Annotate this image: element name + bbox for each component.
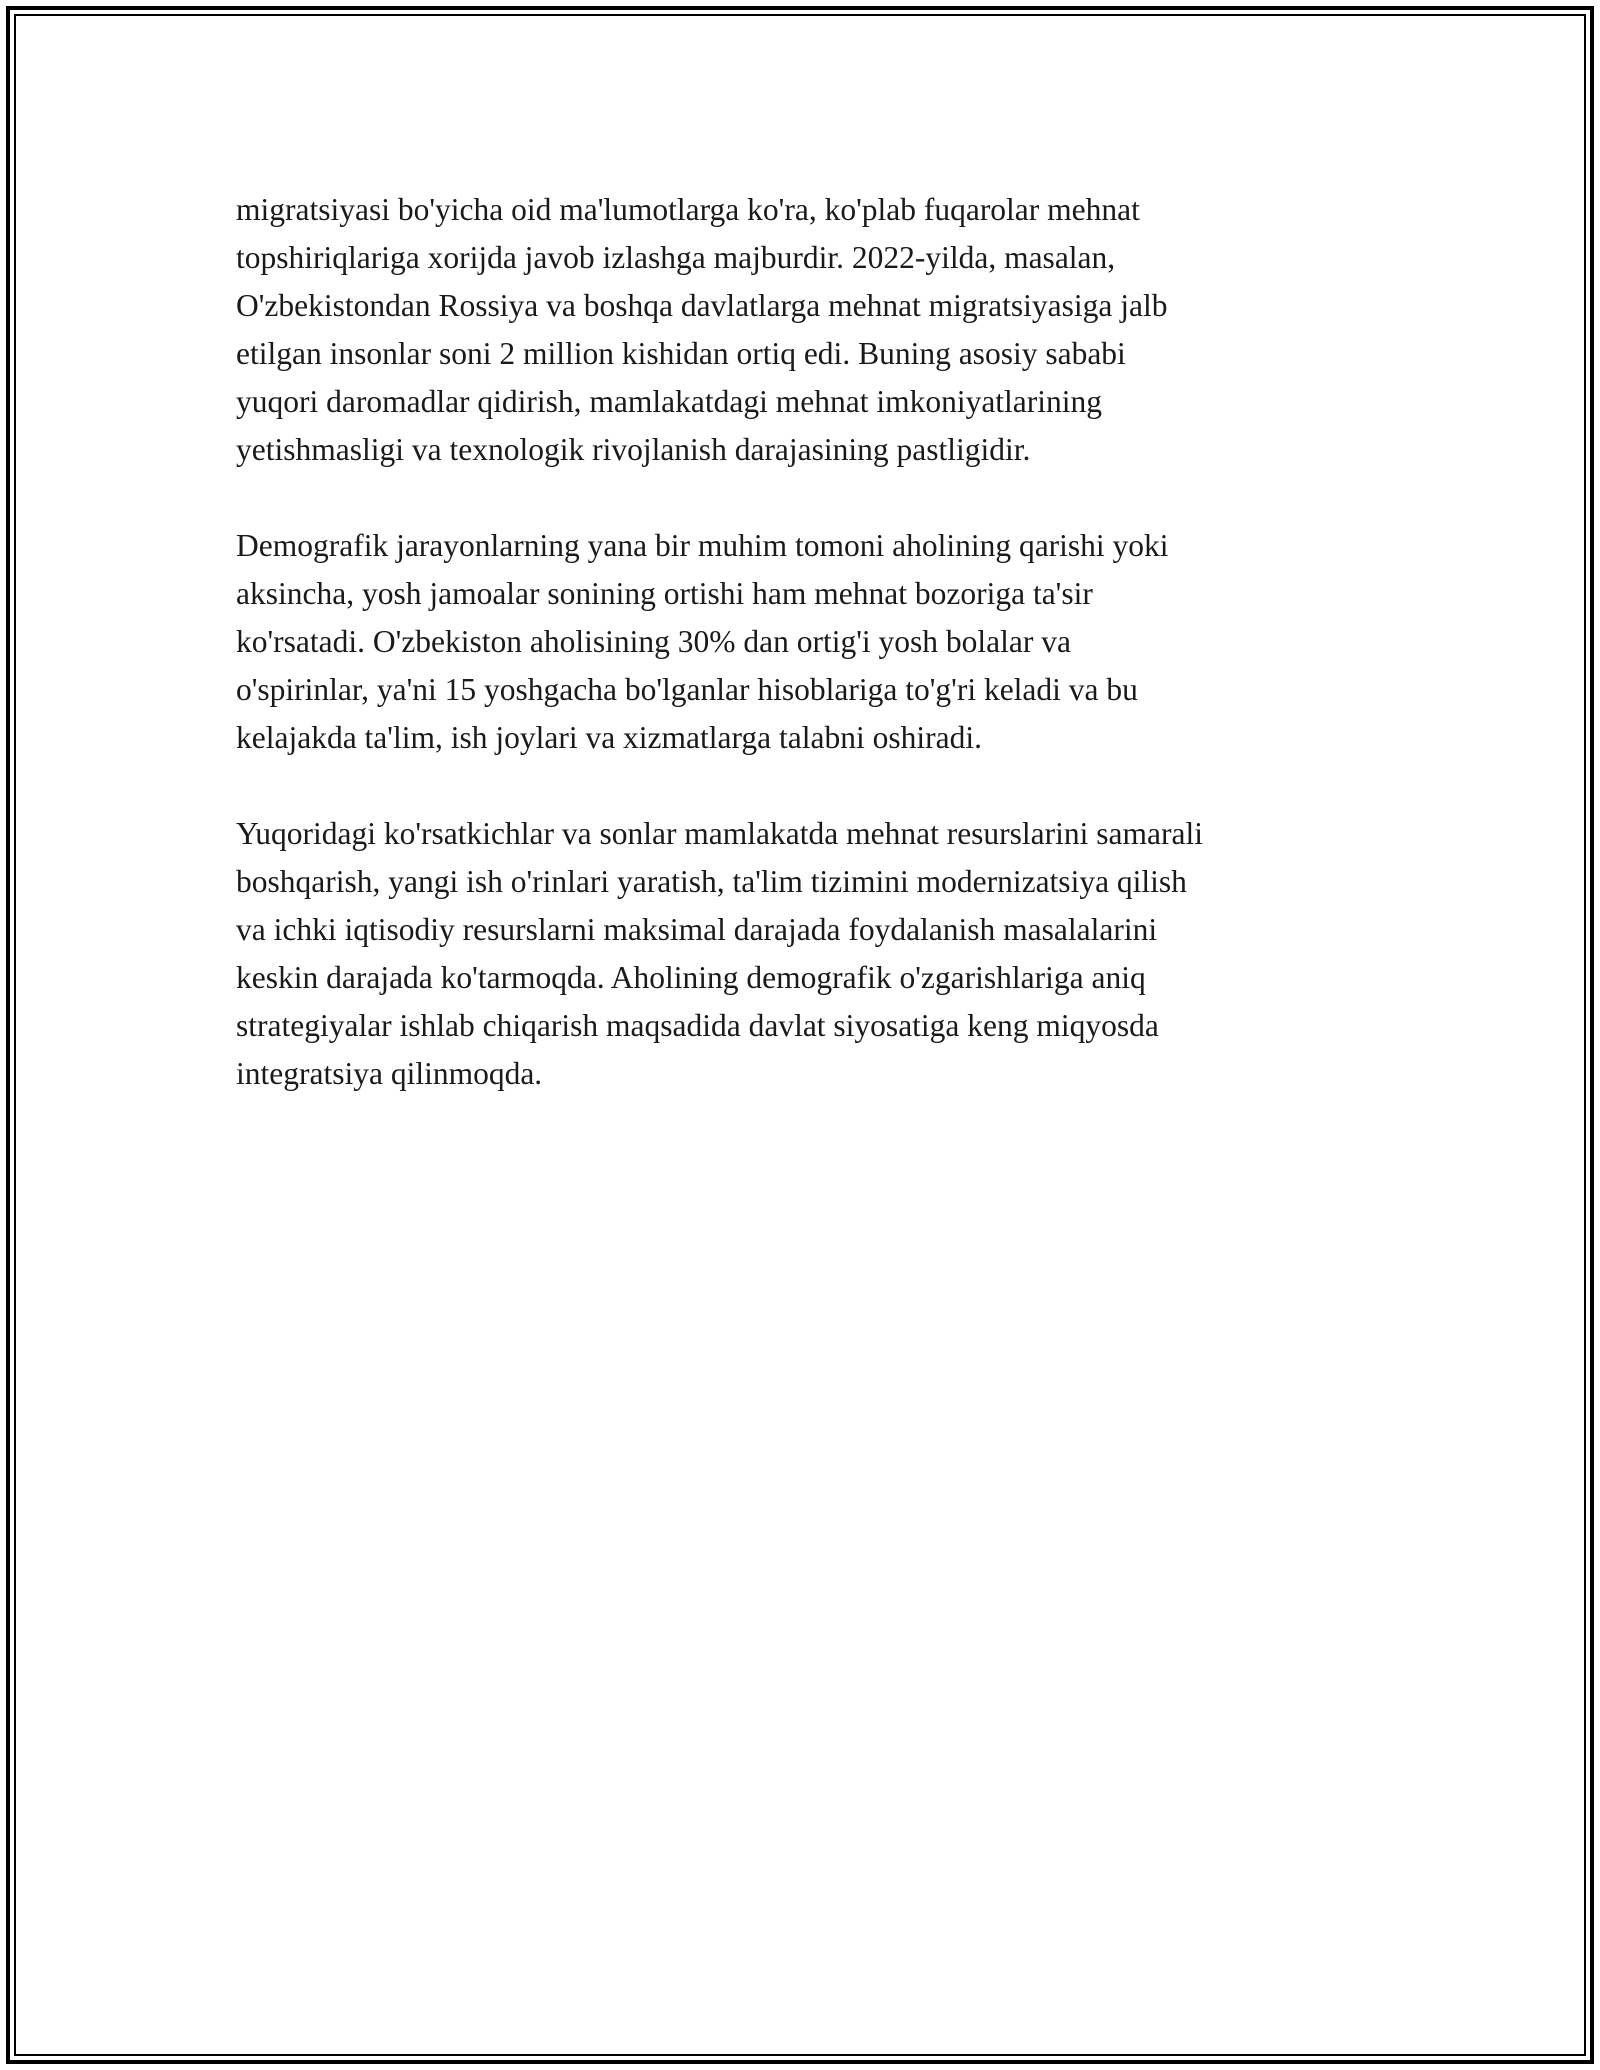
document-body (236, 186, 1376, 1146)
text-line: kelajakda ta'lim, ish joylari va xizmatlarga talabni oshiradi. (236, 720, 982, 755)
text-line: strategiyalar ishlab chiqarish maqsadida davlat siyosatiga keng miqyosda (236, 1008, 1159, 1043)
paragraph-1 (236, 186, 1376, 474)
text-line: va ichki iqtisodiy resurslarni maksimal darajada foydalanish masalalarini (236, 912, 1158, 947)
text-line: O'zbekistondan Rossiya va boshqa davlatlarga mehnat migratsiyasiga jalb (236, 288, 1168, 323)
text-line: ko'rsatadi. O'zbekiston aholisining 30% dan ortig'i yosh bolalar va (236, 624, 1071, 659)
text-line: o'spirinlar, ya'ni 15 yoshgacha bo'lganlar hisoblariga to'g'ri keladi va bu (236, 672, 1138, 707)
text-line: keskin darajada ko'tarmoqda. Aholining demografik o'zgarishlariga aniq (236, 960, 1146, 995)
text-line: topshiriqlariga xorijda javob izlashga majburdir. 2022-yilda, masalan, (236, 240, 1116, 275)
text-line: etilgan insonlar soni 2 million kishidan ortiq edi. Buning asosiy sababi (236, 336, 1126, 371)
text-line: yetishmasligi va texnologik rivojlanish darajasining pastligidir. (236, 432, 1031, 467)
paragraph-2 (236, 522, 1376, 762)
text-line: integratsiya qilinmoqda. (236, 1056, 543, 1091)
text-line: migratsiyasi bo'yicha oid ma'lumotlarga ko'ra, ko'plab fuqarolar mehnat (236, 192, 1140, 227)
text-line: aksincha, yosh jamoalar sonining ortishi ham mehnat bozoriga ta'sir (236, 576, 1093, 611)
paragraph-3 (236, 810, 1376, 1098)
text-line: Demografik jarayonlarning yana bir muhim tomoni aholining qarishi yoki (236, 528, 1169, 563)
text-line: yuqori daromadlar qidirish, mamlakatdagi mehnat imkoniyatlarining (236, 384, 1103, 419)
text-line: Yuqoridagi ko'rsatkichlar va sonlar mamlakatda mehnat resurslarini samarali (236, 816, 1203, 851)
text-line: boshqarish, yangi ish o'rinlari yaratish, ta'lim tizimini modernizatsiya qilish (236, 864, 1187, 899)
